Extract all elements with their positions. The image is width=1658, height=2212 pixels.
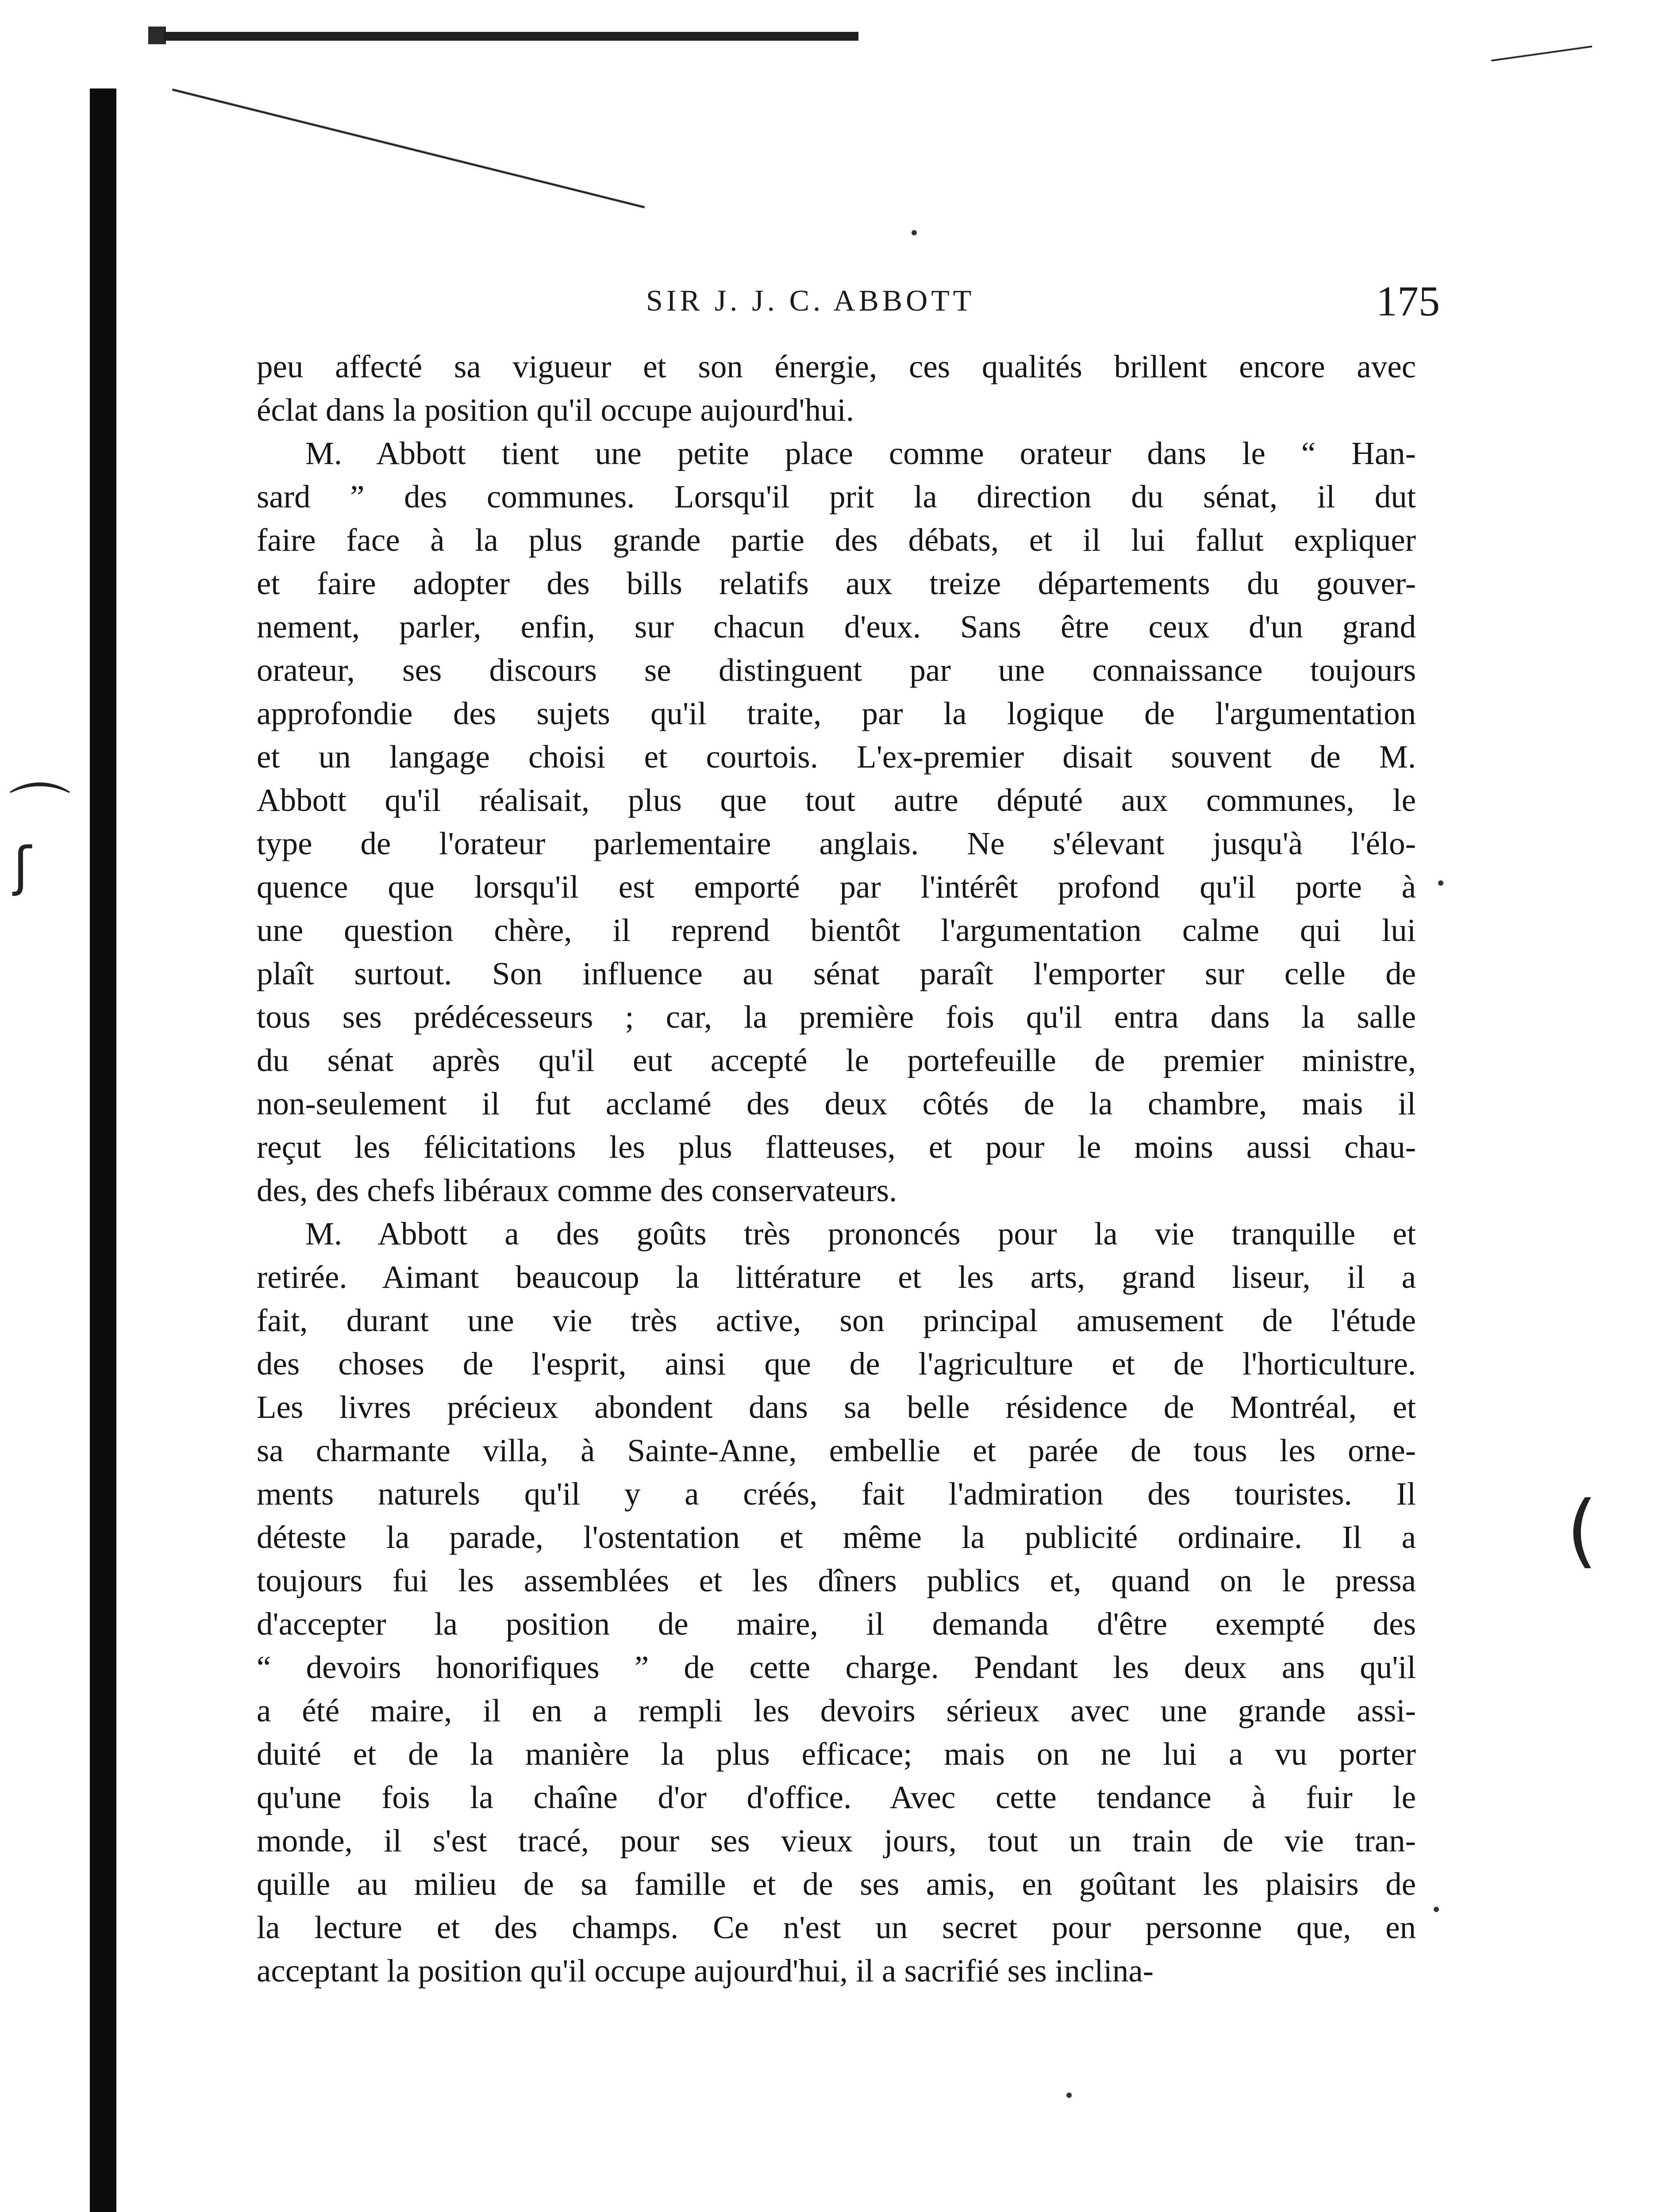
text-line: toujours fui les assemblées et les dîners publics et, quand on le pressa (257, 1563, 1416, 1598)
text-line: et un langage choisi et courtois. L'ex-premier disait souvent de M. (257, 739, 1416, 775)
text-line: déteste la parade, l'ostentation et même la publicité ordinaire. Il a (257, 1519, 1416, 1555)
paragraph (257, 432, 1416, 1212)
text-line: du sénat après qu'il eut accepté le portefeuille de premier ministre, (257, 1042, 1416, 1078)
text-line: sard ” des communes. Lorsqu'il prit la direction du sénat, il dut (257, 479, 1416, 515)
text-line: faire face à la plus grande partie des débats, et il lui fallut expliquer (257, 522, 1416, 558)
page-body (257, 345, 1416, 1993)
scan-edge-artifact (148, 27, 166, 44)
running-head: SIR J. J. C. ABBOTT (646, 284, 975, 317)
scan-speck (1066, 2093, 1072, 2098)
scan-speck (912, 230, 917, 235)
text-line: quence que lorsqu'il est emporté par l'intérêt profond qu'il porte à (257, 869, 1416, 905)
scan-diagonal-line (172, 88, 645, 208)
text-line: type de l'orateur parlementaire anglais. Ne s'élevant jusqu'à l'élo- (257, 826, 1416, 861)
text-line: ments naturels qu'il y a créés, fait l'admiration des touristes. Il (257, 1476, 1416, 1512)
text-line: a été maire, il en a rempli les devoirs sérieux avec une grande assi- (257, 1693, 1416, 1728)
text-line: acceptant la position qu'il occupe aujourd'hui, il a sacrifié ses inclina- (257, 1953, 1154, 1989)
text-line: reçut les félicitations les plus flatteuses, et pour le moins aussi chau- (257, 1129, 1416, 1165)
text-line: et faire adopter des bills relatifs aux treize départements du gouver- (257, 565, 1416, 601)
text-line: nement, parler, enfin, sur chacun d'eux. Sans être ceux d'un grand (257, 609, 1416, 645)
paragraph (257, 1212, 1416, 1993)
text-line: duité et de la manière la plus efficace; mais on ne lui a vu porter (257, 1736, 1416, 1772)
scan-speck (1434, 1907, 1439, 1912)
text-line: monde, il s'est tracé, pour ses vieux jours, tout un train de vie tran- (257, 1823, 1416, 1859)
text-line: plaît surtout. Son influence au sénat paraît l'emporter sur celle de (257, 956, 1416, 991)
margin-mark: ( (1566, 1484, 1598, 1577)
text-line: quille au milieu de sa famille et de ses amis, en goûtant les plaisirs de (257, 1866, 1416, 1902)
text-line: orateur, ses discours se distinguent par une connaissance toujours (257, 652, 1416, 688)
text-line: approfondie des sujets qu'il traite, par la logique de l'argumentation (257, 695, 1416, 731)
text-line: “ devoirs honorifiques ” de cette charge. Pendant les deux ans qu'il (257, 1649, 1416, 1685)
scan-top-border (164, 32, 858, 41)
margin-mark: ʃ (13, 836, 31, 898)
text-line: la lecture et des champs. Ce n'est un secret pour personne que, en (257, 1909, 1416, 1945)
text-line: tous ses prédécesseurs ; car, la première fois qu'il entra dans la salle (257, 999, 1416, 1035)
scan-speck (1438, 880, 1443, 886)
text-line: éclat dans la position qu'il occupe aujourd'hui. (257, 392, 854, 428)
page-number: 175 (1376, 277, 1440, 325)
text-line: fait, durant une vie très active, son principal amusement de l'étude (257, 1302, 1416, 1338)
text-line: Abbott qu'il réalisait, plus que tout autre député aux communes, le (257, 782, 1416, 818)
text-line: d'accepter la position de maire, il demanda d'être exempté des (257, 1606, 1416, 1642)
text-line: une question chère, il reprend bientôt l'argumentation calme qui lui (257, 912, 1416, 948)
text-line: M. Abbott a des goûts très prononcés pour la vie tranquille et (305, 1216, 1416, 1252)
text-line: des choses de l'esprit, ainsi que de l'agriculture et de l'horticulture. (257, 1346, 1416, 1382)
scan-diagonal-line (1491, 46, 1592, 61)
text-line: sa charmante villa, à Sainte-Anne, embellie et parée de tous les orne- (257, 1432, 1416, 1468)
text-line: peu affecté sa vigueur et son énergie, ces qualités brillent encore avec (257, 349, 1416, 384)
paragraph (257, 345, 1416, 432)
text-line: des, des chefs libéraux comme des conservateurs. (257, 1172, 897, 1208)
text-line: Les livres précieux abondent dans sa belle résidence de Montréal, et (257, 1389, 1416, 1425)
text-line: retirée. Aimant beaucoup la littérature et les arts, grand liseur, il a (257, 1259, 1416, 1295)
text-line: non-seulement il fut acclamé des deux côtés de la chambre, mais il (257, 1086, 1416, 1121)
margin-mark: ⌒ (9, 778, 71, 850)
scan-left-border (90, 88, 116, 2212)
text-line: qu'une fois la chaîne d'or d'office. Avec cette tendance à fuir le (257, 1779, 1416, 1815)
text-line: M. Abbott tient une petite place comme orateur dans le “ Han- (305, 435, 1416, 471)
